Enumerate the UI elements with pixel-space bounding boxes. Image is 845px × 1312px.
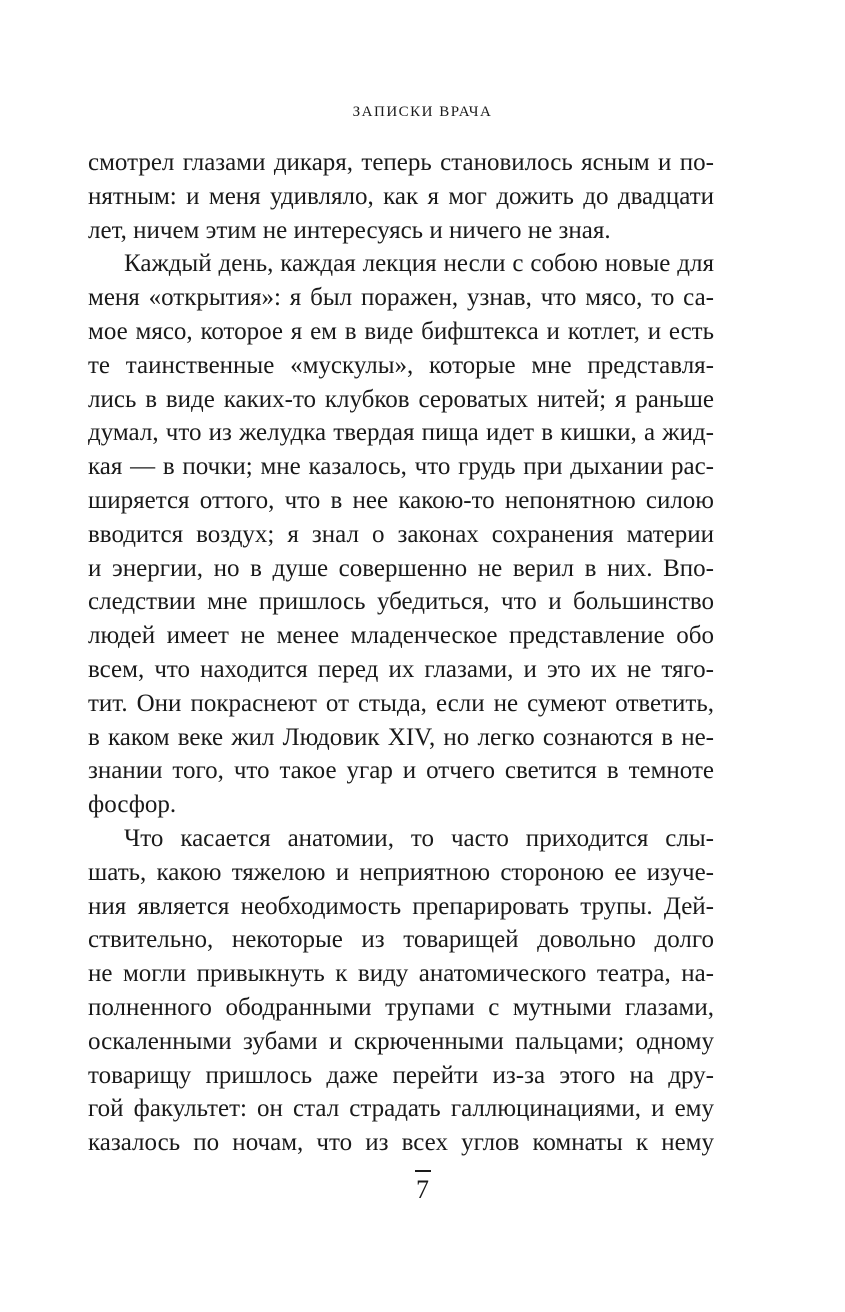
- text-line: вводится воздух; я знал о законах сохранения материи: [88, 520, 714, 548]
- text-line: полненного ободранными трупами с мутными глазами,: [88, 993, 714, 1021]
- text-line: в каком веке жил Людовик XIV, но легко сознаются в не-: [88, 723, 714, 751]
- text-line: не могли привыкнуть к виду анатомического театра, на-: [88, 960, 714, 988]
- text-line: смотрел глазами дикаря, теперь становилось ясным и по-: [88, 149, 714, 176]
- text-line: мое мясо, которое я ем в виде бифштекса и котлет, и есть: [88, 317, 714, 345]
- page-folio: [0, 1170, 845, 1204]
- text-line: меня «открытия»: я был поражен, узнав, что мясо, то са-: [88, 284, 714, 312]
- text-line: гой факультет: он стал страдать галлюцинациями, и ему: [88, 1095, 714, 1123]
- text-line: людей имеет не менее младенческое представление обо: [88, 622, 714, 650]
- text-line: кая — в почки; мне казалось, что грудь при дыхании рас-: [88, 453, 714, 481]
- text-line: тит. Они покраснеют от стыда, если не сумеют ответить,: [88, 689, 714, 717]
- page-number: 7: [416, 1174, 429, 1204]
- text-line: знании того, что такое угар и отчего светится в темноте: [88, 757, 714, 785]
- text-line: товарищу пришлось даже перейти из-за этого на дру-: [88, 1061, 714, 1089]
- text-line: Что касается анатомии, то часто приходится слы-: [124, 824, 714, 852]
- running-head: ЗАПИСКИ ВРАЧА: [352, 104, 493, 120]
- text-line: Каждый день, каждая лекция несли с собою новые для: [124, 250, 714, 278]
- folio-dash: [415, 1170, 431, 1172]
- text-line: фосфор.: [88, 791, 177, 819]
- text-line: те таинственные «мускулы», которые мне представля-: [88, 351, 714, 379]
- text-line: всем, что находится перед их глазами, и это их не тяго-: [88, 655, 714, 683]
- text-line: и энергии, но в душе совершенно не верил в них. Впо-: [88, 554, 714, 582]
- text-line: шать, какою тяжелою и неприятною стороною ее изуче-: [88, 858, 714, 886]
- text-line: нятным: и меня удивляло, как я мог дожить до двадцати: [88, 182, 714, 210]
- text-line: следствии мне пришлось убедиться, что и большинство: [88, 588, 714, 616]
- text-line: оскаленными зубами и скрюченными пальцами; одному: [88, 1027, 714, 1055]
- text-line: лет, ничем этим не интересуясь и ничего не зная.: [88, 216, 611, 244]
- body-text: [88, 146, 714, 1160]
- text-line: ширяется оттого, что в нее какою-то непонятною силою: [88, 486, 714, 514]
- text-line: ния является необходимость препарировать трупы. Дей-: [88, 892, 714, 920]
- text-line: лись в виде каких-то клубков сероватых нитей; я раньше: [88, 385, 714, 413]
- text-line: думал, что из желудка твердая пища идет в кишки, а жид-: [88, 419, 714, 447]
- text-line: казалось по ночам, что из всех углов комнаты к нему: [88, 1129, 714, 1157]
- text-line: ствительно, некоторые из товарищей довольно долго: [88, 926, 714, 954]
